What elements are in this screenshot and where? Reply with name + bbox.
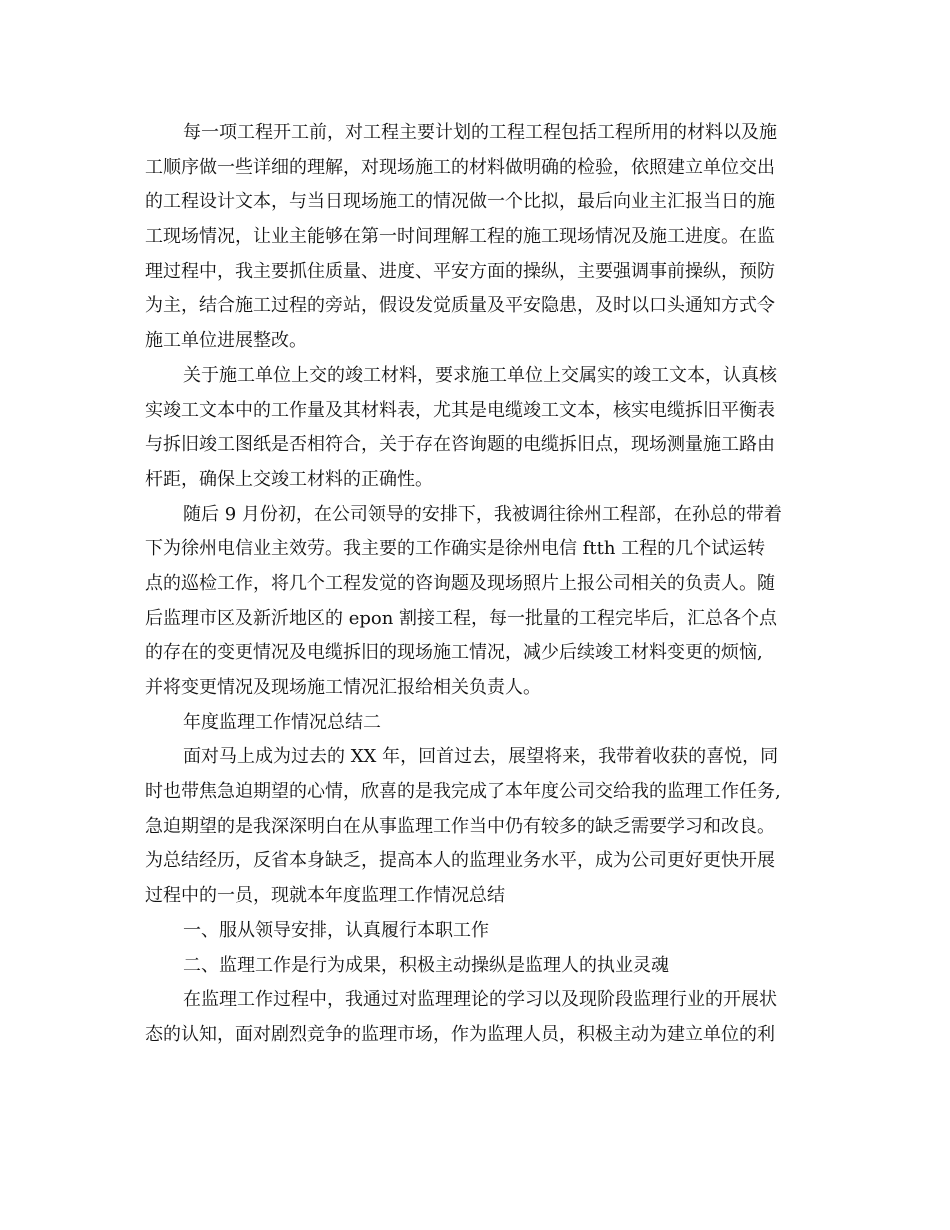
text-line: 理过程中，我主要抓住质量、进度、平安方面的操纵，主要强调事前操纵，预防 xyxy=(145,260,775,282)
text-line: 后监理市区及新沂地区的 epon 割接工程，每一批量的工程完毕后，汇总各个点 xyxy=(145,607,778,629)
text-line: 的工程设计文本，与当日现场施工的情况做一个比拟，最后向业主汇报当日的施 xyxy=(145,191,775,213)
text-line: 施工单位进展整改。 xyxy=(145,330,307,352)
text-line: 时也带焦急迫期望的心情，欣喜的是我完成了本年度公司交给我的监理工作任务, xyxy=(145,781,781,803)
text-line: 工顺序做一些详细的理解，对现场施工的材料做明确的检验，依照建立单位交出 xyxy=(145,156,775,178)
document-body xyxy=(145,116,807,1053)
text-line: 杆距，确保上交竣工材料的正确性。 xyxy=(145,468,433,490)
text-line: 实竣工文本中的工作量及其材料表，尤其是电缆竣工文本，核实电缆拆旧平衡表 xyxy=(145,399,775,421)
text-line: 急迫期望的是我深深明白在从事监理工作当中仍有较多的缺乏需要学习和改良。 xyxy=(145,815,775,837)
text-line: 为主，结合施工过程的旁站，假设发觉质量及平安隐患，及时以口头通知方式令 xyxy=(145,295,775,317)
text-line: 态的认知，面对剧烈竞争的监理市场，作为监理人员，积极主动为建立单位的利 xyxy=(145,1023,775,1045)
text-line: 每一项工程开工前，对工程主要计划的工程工程包括工程所用的材料以及施 xyxy=(183,122,777,143)
text-line: 点的巡检工作，将几个工程发觉的咨询题及现场照片上报公司相关的负责人。随 xyxy=(145,572,775,594)
text-line: 为总结经历，反省本身缺乏，提高本人的监理业务水平，成为公司更好更快开展 xyxy=(145,850,775,872)
text-line: 并将变更情况及现场施工情况汇报给相关负责人。 xyxy=(145,677,541,698)
text-line: 年度监理工作情况总结二 xyxy=(183,711,381,733)
text-line: 面对马上成为过去的 XX 年，回首过去，展望将来，我带着收获的喜悦，同 xyxy=(183,746,779,768)
text-line: 与拆旧竣工图纸是否相符合，关于存在咨询题的电缆拆旧点，现场测量施工路由 xyxy=(145,434,775,456)
text-line: 一、服从领导安排，认真履行本职工作 xyxy=(183,919,489,941)
text-line: 下为徐州电信业主效劳。我主要的工作确实是徐州电信 ftth 工程的几个试运转 xyxy=(145,538,766,560)
text-line: 关于施工单位上交的竣工材料，要求施工单位上交属实的竣工文本，认真核 xyxy=(183,364,777,386)
text-line: 在监理工作过程中，我通过对监理理论的学习以及现阶段监理行业的开展状 xyxy=(183,989,777,1011)
text-line: 的存在的变更情况及电缆拆旧的现场施工情况，减少后续竣工材料变更的烦恼, xyxy=(145,642,763,664)
text-line: 二、监理工作是行为成果，积极主动操纵是监理人的执业灵魂 xyxy=(183,954,669,976)
text-line: 工现场情况，让业主能够在第一时间理解工程的施工现场情况及施工进度。在监 xyxy=(145,226,775,248)
text-line: 过程中的一员，现就本年度监理工作情况总结 xyxy=(145,885,505,907)
text-line: 随后 9 月份初，在公司领导的安排下，我被调往徐州工程部，在孙总的带着 xyxy=(183,503,782,525)
